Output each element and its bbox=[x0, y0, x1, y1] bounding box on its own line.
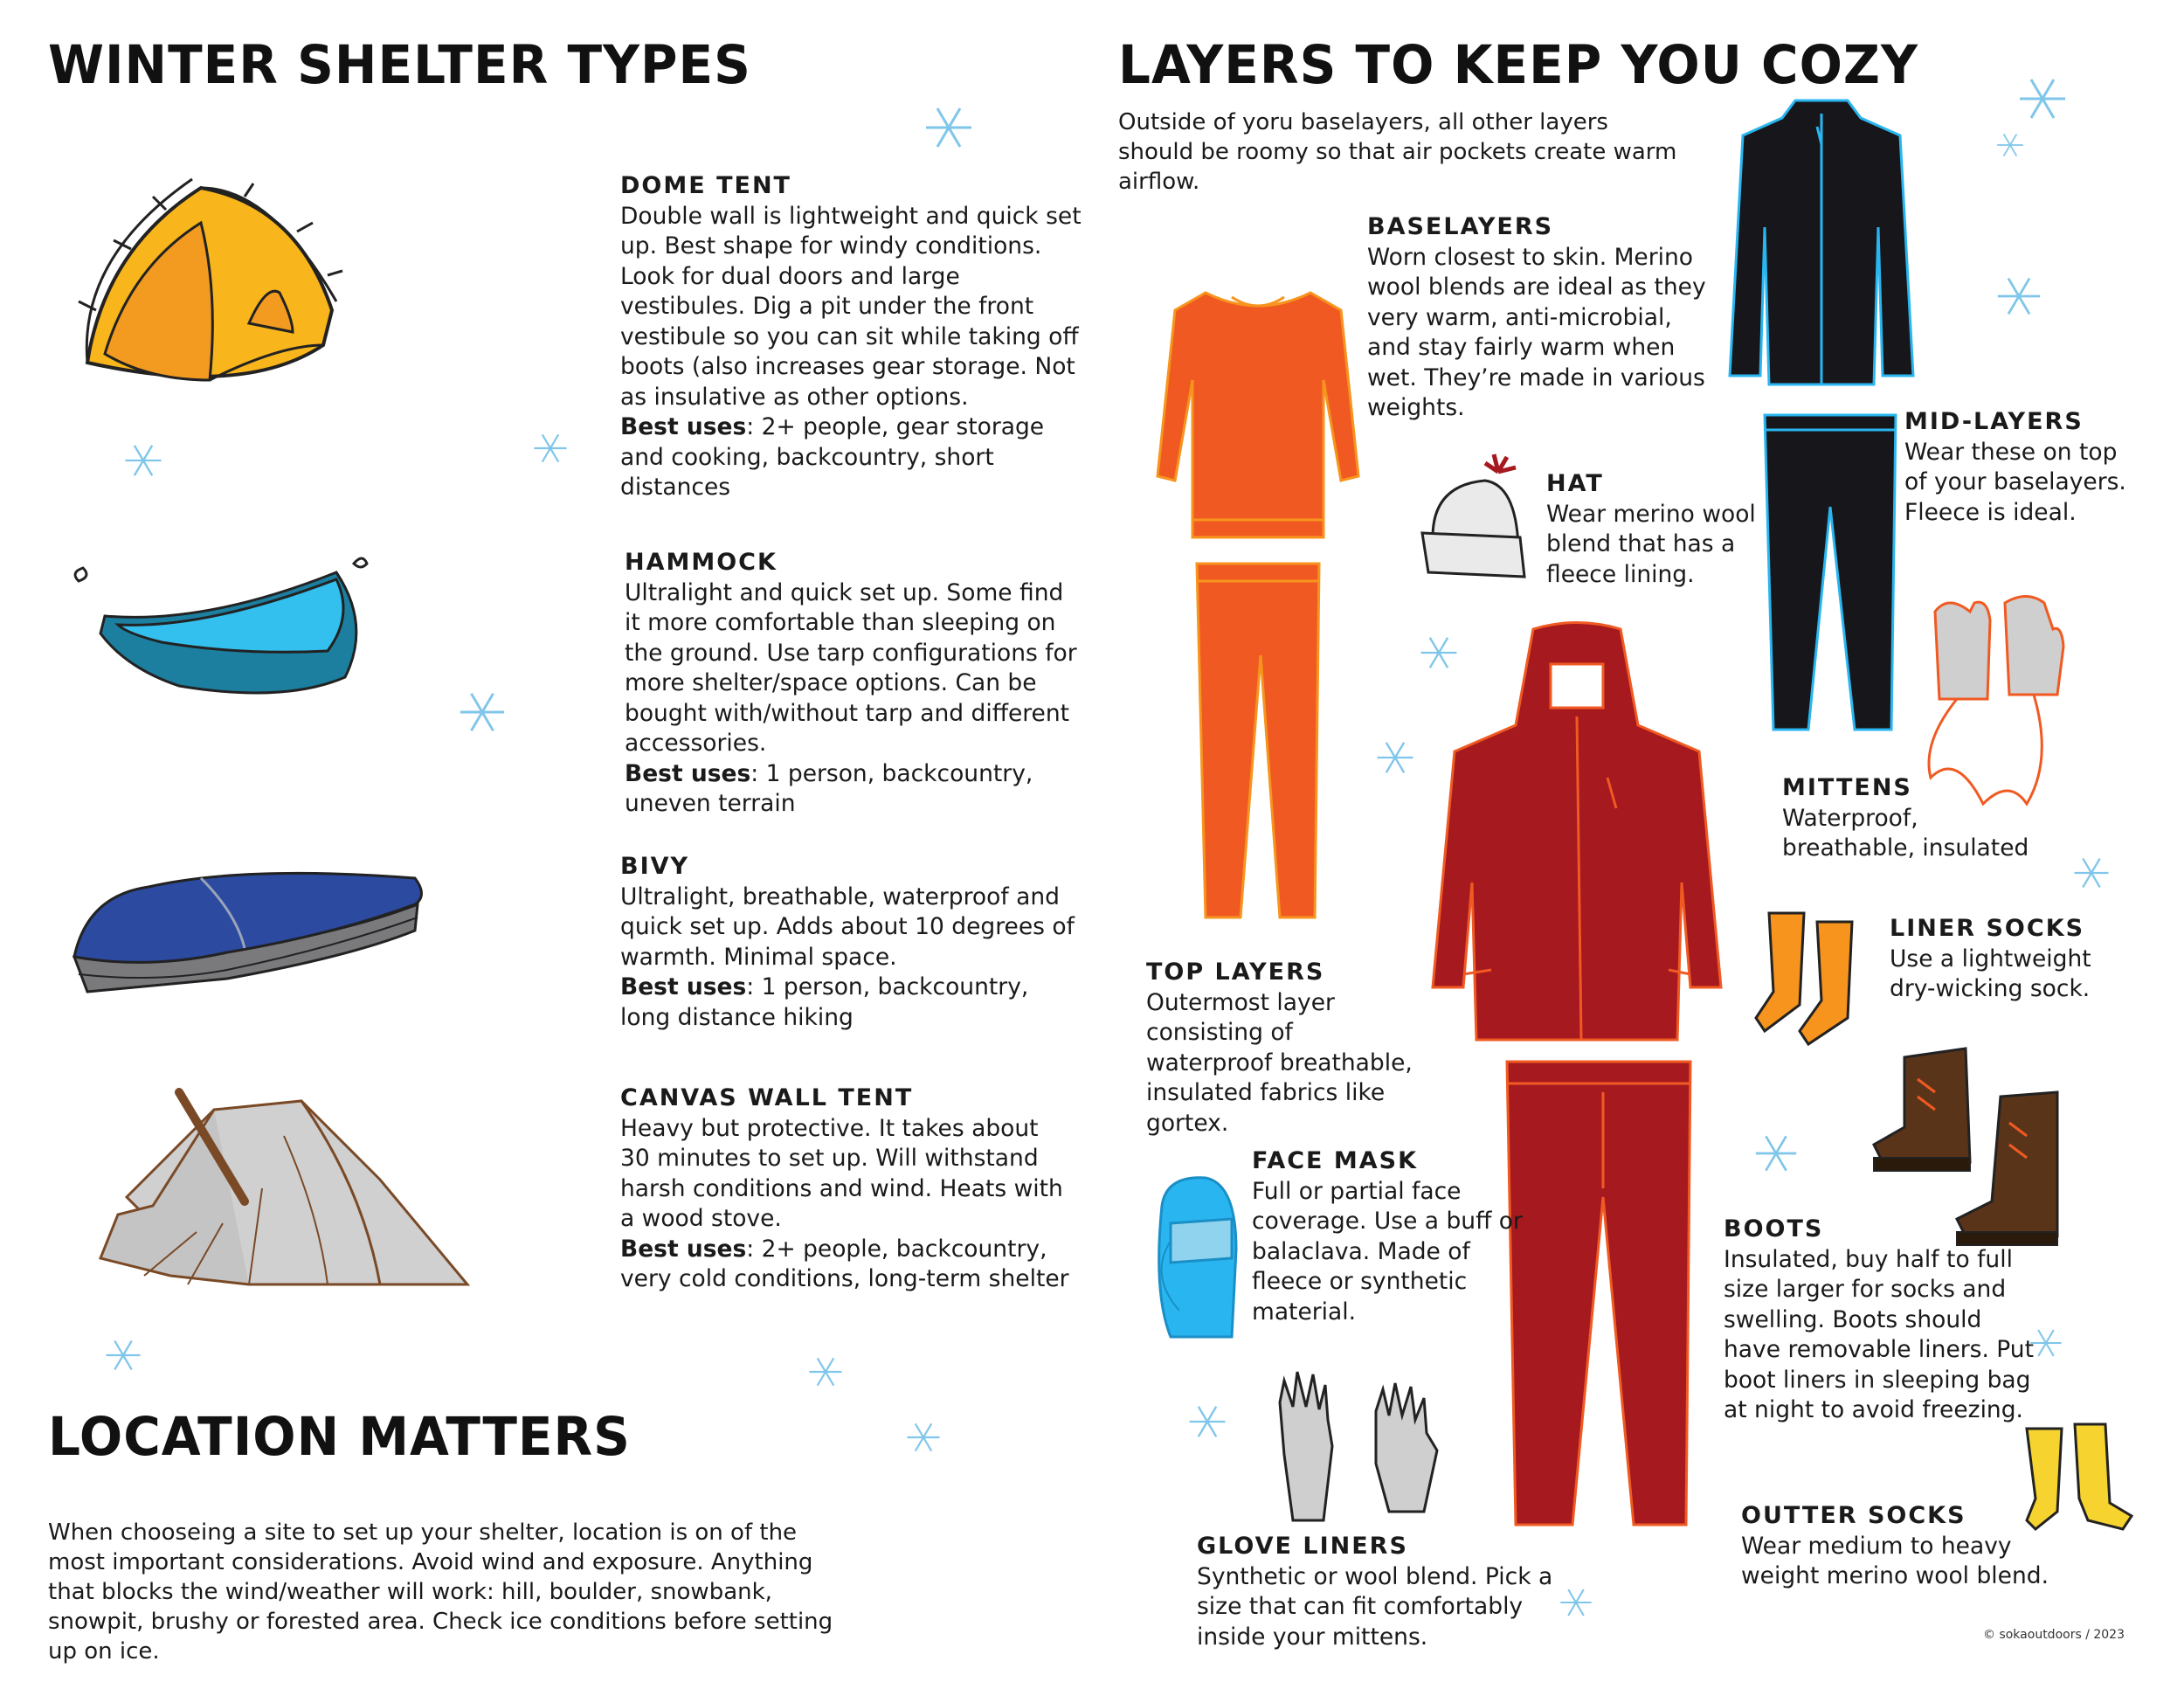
dome-tent-desc: Double wall is lightweight and quick set up. Best shape for windy conditions. Look for dual doors and large vestibules. Dig a pit under the front vestibule so you can sit while taking off boots (also increases gear storage. Not as insulative as other options. bbox=[620, 202, 1082, 411]
baselayer-top-icon bbox=[1153, 284, 1363, 546]
mittens-desc: Waterproof, breathable, insulated bbox=[1782, 804, 2029, 862]
boots-desc: Insulated, buy half to full size larger for socks and swelling. Boots should have removable liners. Put boot liners in sleeping bag at night to avoid freezing. bbox=[1724, 1245, 2034, 1423]
hat-icon bbox=[1415, 450, 1529, 581]
midlayers-title: MID-LAYERS bbox=[1904, 408, 2084, 435]
outer-socks-title: OUTTER SOCKS bbox=[1741, 1502, 1966, 1529]
glove-liners-icon bbox=[1271, 1367, 1446, 1525]
top-layers-block bbox=[1146, 958, 1426, 1139]
liner-socks-icon bbox=[1752, 909, 1874, 1049]
face-mask-icon bbox=[1144, 1171, 1241, 1341]
snowflake-icon bbox=[2018, 74, 2067, 123]
shell-jacket-icon bbox=[1428, 620, 1725, 1049]
liner-socks-desc: Use a lightweight dry-wicking sock. bbox=[1890, 945, 2091, 1002]
canvas-tent-icon bbox=[92, 1083, 476, 1302]
layers-heading: LAYERS TO KEEP YOU COZY bbox=[1118, 33, 1918, 96]
fleece-jacket-icon bbox=[1725, 96, 1918, 393]
bivy-best-label: Best uses bbox=[620, 973, 747, 1000]
layers-intro: Outside of yoru baselayers, all other layers should be roomy so that air pockets create warm airflow. bbox=[1118, 109, 1677, 195]
top-layers-desc: Outermost layer consisting of waterproof breathable, insulated fabrics like gortex. bbox=[1146, 988, 1413, 1137]
baselayer-bottom-icon bbox=[1192, 559, 1324, 926]
snowflake-icon bbox=[459, 689, 506, 736]
snowflake-icon bbox=[105, 1337, 142, 1374]
location-heading: LOCATION MATTERS bbox=[48, 1405, 631, 1468]
midlayers-desc: Wear these on top of your baselayers. Fleece is ideal. bbox=[1904, 438, 2126, 526]
fleece-pants-icon bbox=[1760, 411, 1900, 734]
snowflake-icon bbox=[1996, 131, 2024, 159]
face-mask-desc: Full or partial face coverage. Use a buff or balaclava. Made of fleece or synthetic material. bbox=[1252, 1177, 1523, 1326]
hammock-desc: Ultralight and quick set up. Some find it more comfortable than sleeping on the ground. Use tarp configurations for more shelter/space options. Can be bought with/without tarp and different accessories. bbox=[625, 578, 1077, 757]
dome-tent-best: : 2+ people, gear storage and cooking, backcountry, short distances bbox=[620, 413, 1045, 501]
shelter-item-bivy bbox=[620, 852, 1079, 1033]
bivy-title: BIVY bbox=[620, 853, 690, 880]
snowflake-icon bbox=[808, 1354, 843, 1389]
shelter-item-canvas-tent bbox=[620, 1083, 1075, 1295]
top-layers-title: TOP LAYERS bbox=[1146, 959, 1325, 986]
snowflake-icon bbox=[1376, 738, 1414, 777]
canvas-tent-title: CANVAS WALL TENT bbox=[620, 1084, 914, 1111]
outer-socks-desc: Wear medium to heavy weight merino wool blend. bbox=[1741, 1532, 2049, 1589]
baselayers-desc: Worn closest to skin. Merino wool blends are ideal as they very warm, anti-microbial, and stay fairly warm when wet. They’re made in various weights. bbox=[1367, 243, 1706, 421]
snowflake-icon bbox=[124, 441, 162, 480]
snowflake-icon bbox=[1188, 1402, 1227, 1441]
outer-socks-block bbox=[1741, 1501, 2082, 1592]
shelter-item-hammock bbox=[625, 548, 1083, 820]
face-mask-block bbox=[1252, 1146, 1523, 1327]
glove-liners-title: GLOVE LINERS bbox=[1197, 1533, 1408, 1560]
bivy-icon bbox=[70, 852, 428, 1000]
hammock-best: : 1 person, backcountry, uneven terrain bbox=[625, 759, 1033, 817]
dome-tent-best-label: Best uses bbox=[620, 413, 747, 440]
canvas-tent-desc: Heavy but protective. It takes about 30 minutes to set up. Will withstand harsh conditions and wind. Heats with a wood stove. bbox=[620, 1114, 1063, 1232]
snowflake-icon bbox=[2073, 855, 2110, 891]
shelter-heading: WINTER SHELTER TYPES bbox=[48, 33, 751, 96]
glove-liners-block bbox=[1197, 1532, 1564, 1652]
hat-title: HAT bbox=[1546, 470, 1604, 497]
snowflake-icon bbox=[533, 431, 568, 466]
shell-pants-icon bbox=[1503, 1057, 1695, 1529]
boots-title: BOOTS bbox=[1724, 1215, 1824, 1243]
liner-socks-block bbox=[1890, 914, 2117, 1005]
hammock-best-label: Best uses bbox=[625, 759, 751, 787]
hammock-title: HAMMOCK bbox=[625, 549, 778, 576]
bivy-best: : 1 person, backcountry, long distance hiking bbox=[620, 973, 1029, 1031]
hat-block bbox=[1546, 469, 1765, 590]
mittens-title: MITTENS bbox=[1782, 774, 1912, 801]
canvas-tent-best-label: Best uses bbox=[620, 1235, 747, 1263]
location-text: When chooseing a site to set up your shelter, location is on of the most important considerations. Avoid wind and exposure. Anything that blocks the wind/weather will work: hill, boulder, snowbank, snowpit, brushy or forested area. Check ice conditions before setting up on ice. bbox=[48, 1519, 833, 1665]
face-mask-title: FACE MASK bbox=[1252, 1147, 1419, 1174]
mittens-block bbox=[1782, 773, 2053, 864]
snowflake-icon bbox=[1420, 633, 1458, 672]
dome-tent-icon bbox=[70, 170, 349, 406]
snowflake-icon bbox=[924, 103, 973, 152]
hammock-icon bbox=[66, 546, 371, 721]
copyright: © sokaoutdoors / 2023 bbox=[1983, 1628, 2125, 1642]
snowflake-icon bbox=[2029, 1326, 2063, 1360]
midlayers-block bbox=[1904, 407, 2132, 528]
shelter-item-dome-tent bbox=[620, 171, 1083, 503]
baselayers-title: BASELAYERS bbox=[1367, 213, 1554, 240]
glove-liners-desc: Synthetic or wool blend. Pick a size that can fit comfortably inside your mittens. bbox=[1197, 1562, 1553, 1651]
bivy-desc: Ultralight, breathable, waterproof and quick set up. Adds about 10 degrees of warmth. Minimal space. bbox=[620, 883, 1075, 971]
dome-tent-title: DOME TENT bbox=[620, 172, 791, 199]
snowflake-icon bbox=[1754, 1132, 1798, 1175]
liner-socks-title: LINER SOCKS bbox=[1890, 915, 2085, 942]
baselayers-block bbox=[1367, 212, 1717, 424]
snowflake-icon bbox=[1559, 1586, 1593, 1619]
canvas-tent-best: : 2+ people, backcountry, very cold conditions, long-term shelter bbox=[620, 1235, 1069, 1292]
snowflake-icon bbox=[906, 1420, 941, 1455]
boots-block bbox=[1724, 1215, 2034, 1426]
snowflake-icon bbox=[1996, 273, 2042, 319]
hat-desc: Wear merino wool blend that has a fleece lining. bbox=[1546, 500, 1756, 588]
